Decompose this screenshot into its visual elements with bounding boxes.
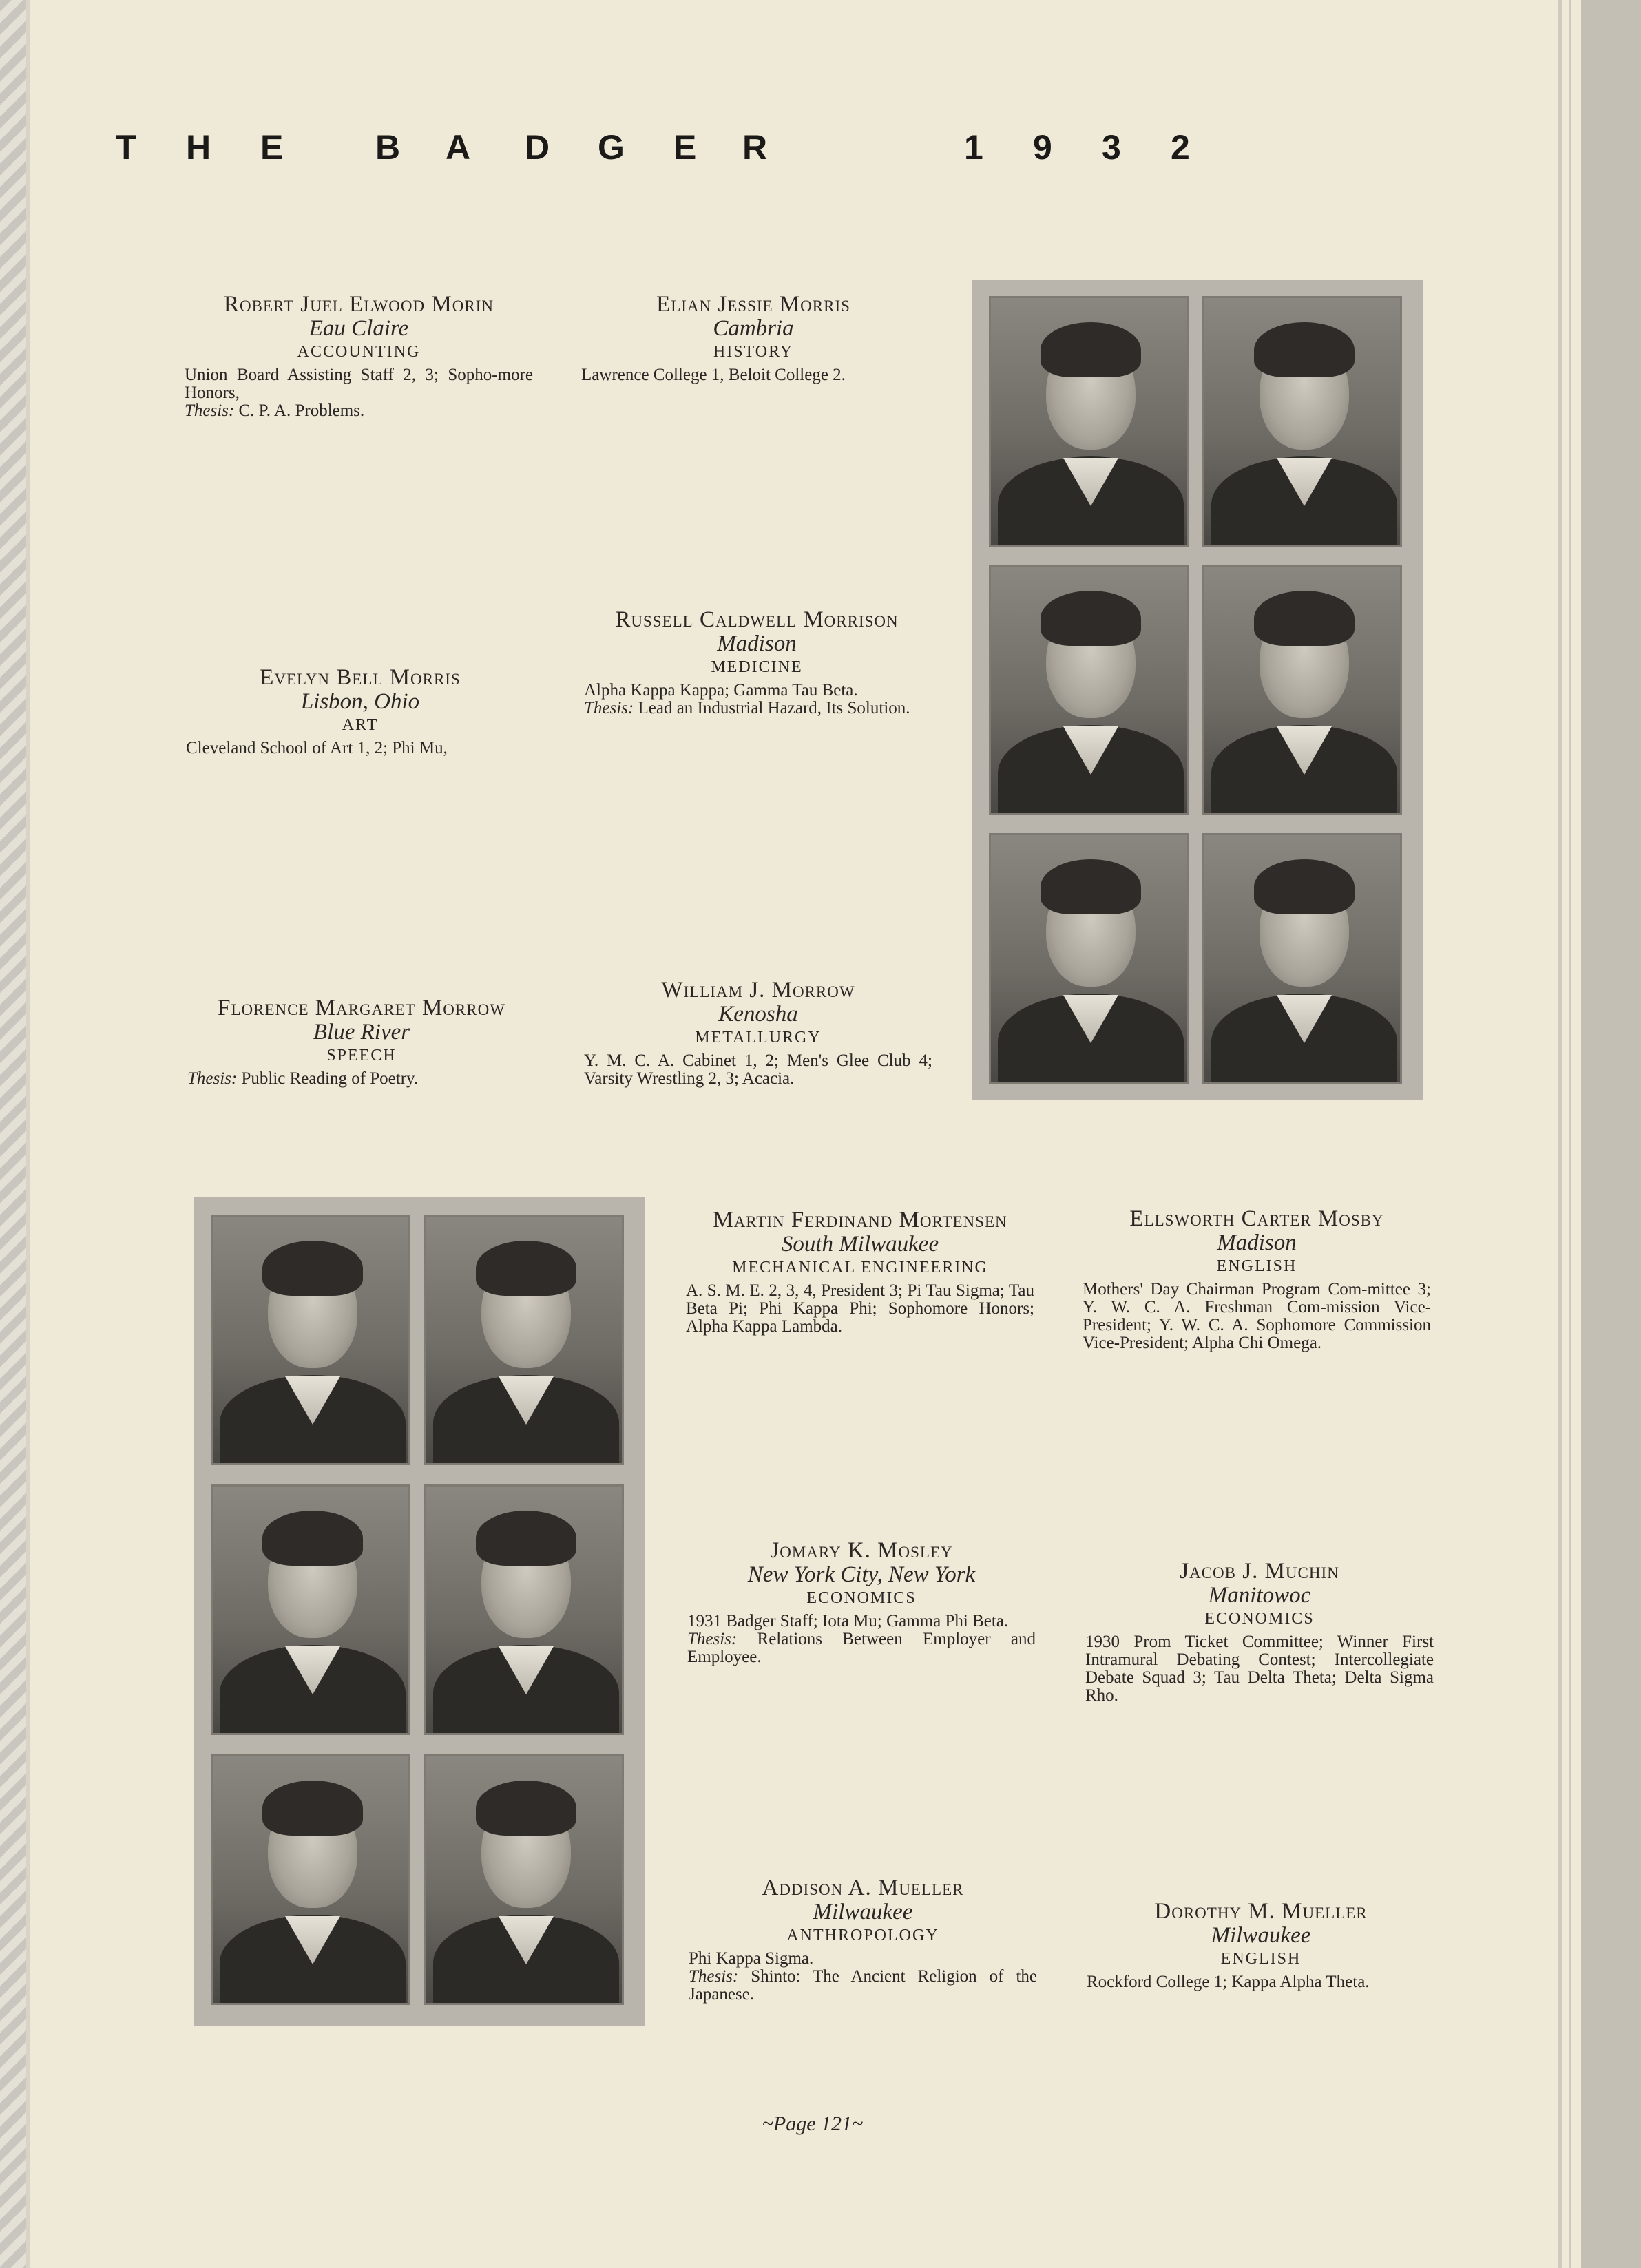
left-border-edge bbox=[26, 0, 30, 2268]
student-entry bbox=[686, 1208, 1034, 1336]
student-department: HISTORY bbox=[713, 343, 794, 361]
thesis-label: Thesis: bbox=[584, 699, 634, 717]
thesis-label: Thesis: bbox=[187, 1069, 238, 1088]
student-entry bbox=[584, 978, 932, 1088]
student-activities: Phi Kappa Sigma. bbox=[689, 1949, 814, 1968]
header-letter: A bbox=[446, 128, 471, 167]
student-name: Ellsworth Carter Mosby bbox=[1129, 1206, 1384, 1231]
header-letter: B bbox=[375, 128, 401, 167]
right-border-line bbox=[1558, 0, 1562, 2268]
student-entry bbox=[187, 996, 536, 1088]
header-year-digit: 3 bbox=[1102, 128, 1121, 167]
student-activities: Lawrence College 1, Beloit College 2. bbox=[581, 366, 846, 384]
student-entry bbox=[185, 292, 533, 420]
student-activities: Cleveland School of Art 1, 2; Phi Mu, bbox=[186, 739, 448, 757]
student-hometown: Madison bbox=[717, 631, 797, 656]
right-border-line bbox=[1569, 0, 1571, 2268]
thesis-title: Shinto: The Ancient Religion of the Japanese. bbox=[689, 1967, 1037, 2004]
student-department: MECHANICAL ENGINEERING bbox=[732, 1259, 988, 1277]
student-name: Elian Jessie Morris bbox=[656, 292, 850, 317]
student-name: Florence Margaret Morrow bbox=[218, 996, 505, 1020]
portrait-photo bbox=[989, 296, 1189, 547]
portrait-photo bbox=[1202, 833, 1402, 1084]
student-department: METALLURGY bbox=[695, 1029, 822, 1047]
portrait-photo bbox=[211, 1754, 410, 2005]
student-department: ECONOMICS bbox=[1204, 1610, 1315, 1628]
student-name: Jomary K. Mosley bbox=[770, 1538, 953, 1563]
header-year-digit: 9 bbox=[1033, 128, 1052, 167]
student-entry bbox=[584, 607, 930, 717]
header-letter: E bbox=[260, 128, 284, 167]
portrait-photo bbox=[211, 1484, 410, 1735]
thesis-label: Thesis: bbox=[687, 1630, 738, 1648]
thesis-title: Public Reading of Poetry. bbox=[241, 1069, 419, 1088]
header-letter: E bbox=[673, 128, 697, 167]
header-letter: G bbox=[598, 128, 625, 167]
student-hometown: Milwaukee bbox=[813, 1900, 913, 1924]
student-department: ANTHROPOLOGY bbox=[786, 1926, 939, 1944]
portrait-grid bbox=[972, 280, 1423, 1100]
student-entry bbox=[1087, 1899, 1435, 1991]
portrait-photo bbox=[989, 565, 1189, 815]
student-entry bbox=[687, 1538, 1036, 1666]
portrait-photo bbox=[989, 833, 1189, 1084]
student-department: ECONOMICS bbox=[806, 1589, 917, 1607]
portrait-grid bbox=[194, 1197, 645, 2026]
student-activities: A. S. M. E. 2, 3, 4, President 3; Pi Tau Sigma; Tau Beta Pi; Phi Kappa Phi; Sophomore Honors; Alpha Kappa Lambda. bbox=[686, 1281, 1034, 1336]
student-activities: 1930 Prom Ticket Committee; Winner First Intramural Debating Contest; Intercollegiate Debate Squad 3; Tau Delta Theta; Delta Sigma Rho. bbox=[1085, 1632, 1434, 1705]
student-entry bbox=[1085, 1559, 1434, 1705]
student-activities: 1931 Badger Staff; Iota Mu; Gamma Phi Beta. bbox=[687, 1612, 1009, 1630]
thesis-label: Thesis: bbox=[689, 1967, 739, 1986]
thesis-title: C. P. A. Problems. bbox=[238, 401, 365, 420]
student-department: ENGLISH bbox=[1216, 1257, 1297, 1275]
student-entry bbox=[1083, 1206, 1431, 1352]
thesis-label: Thesis: bbox=[185, 401, 235, 420]
student-hometown: Kenosha bbox=[718, 1002, 798, 1027]
student-name: Martin Ferdinand Mortensen bbox=[713, 1208, 1007, 1232]
student-name: Russell Caldwell Morrison bbox=[615, 607, 899, 632]
student-activities: Union Board Assisting Staff 2, 3; Sopho-more Honors, bbox=[185, 366, 533, 402]
header-letter: D bbox=[525, 128, 550, 167]
header-year-digit: 2 bbox=[1171, 128, 1190, 167]
portrait-photo bbox=[424, 1754, 624, 2005]
header-letter: R bbox=[742, 128, 768, 167]
portrait-photo bbox=[424, 1215, 624, 1465]
student-department: ART bbox=[342, 716, 379, 734]
student-hometown: Milwaukee bbox=[1211, 1923, 1311, 1948]
right-border-band bbox=[1581, 0, 1641, 2268]
student-department: ACCOUNTING bbox=[297, 343, 421, 361]
student-name: Dorothy M. Mueller bbox=[1154, 1899, 1368, 1924]
student-hometown: Eau Claire bbox=[309, 316, 409, 341]
student-entry bbox=[581, 292, 926, 384]
student-department: SPEECH bbox=[326, 1047, 397, 1064]
portrait-photo bbox=[211, 1215, 410, 1465]
header-year-digit: 1 bbox=[964, 128, 983, 167]
student-hometown: Madison bbox=[1217, 1230, 1297, 1255]
thesis-title: Relations Between Employer and Employee. bbox=[687, 1630, 1036, 1666]
student-activities: Y. M. C. A. Cabinet 1, 2; Men's Glee Club 4; Varsity Wrestling 2, 3; Acacia. bbox=[584, 1051, 932, 1088]
page-number: ~Page 121~ bbox=[762, 2112, 864, 2135]
student-name: Robert Juel Elwood Morin bbox=[224, 292, 494, 317]
left-border-pattern bbox=[0, 0, 29, 2268]
student-entry bbox=[186, 665, 534, 757]
student-name: Addison A. Mueller bbox=[762, 1876, 964, 1900]
student-name: William J. Morrow bbox=[661, 978, 855, 1002]
portrait-photo bbox=[1202, 296, 1402, 547]
student-hometown: Manitowoc bbox=[1208, 1583, 1311, 1608]
portrait-photo bbox=[1202, 565, 1402, 815]
student-activities: Rockford College 1; Kappa Alpha Theta. bbox=[1087, 1973, 1370, 1991]
header-letter: T bbox=[116, 128, 137, 167]
portrait-photo bbox=[424, 1484, 624, 1735]
student-name: Jacob J. Muchin bbox=[1180, 1559, 1339, 1584]
student-name: Evelyn Bell Morris bbox=[260, 665, 461, 690]
student-activities: Alpha Kappa Kappa; Gamma Tau Beta. bbox=[584, 681, 858, 700]
student-hometown: Lisbon, Ohio bbox=[300, 689, 420, 714]
header-letter: H bbox=[186, 128, 211, 167]
student-hometown: New York City, New York bbox=[747, 1562, 976, 1587]
student-entry bbox=[689, 1876, 1037, 2004]
thesis-title: Lead an Industrial Hazard, Its Solution. bbox=[638, 699, 910, 717]
page-header bbox=[110, 127, 1246, 176]
student-activities: Mothers' Day Chairman Program Com-mittee 3; Y. W. C. A. Freshman Com-mission Vice-President; Y. W. C. A. Sophomore Commission Vice-President; Alpha Chi Omega. bbox=[1083, 1280, 1431, 1352]
student-department: ENGLISH bbox=[1220, 1950, 1302, 1968]
student-department: MEDICINE bbox=[711, 658, 803, 676]
student-hometown: Cambria bbox=[713, 316, 794, 341]
student-hometown: South Milwaukee bbox=[781, 1232, 939, 1257]
student-hometown: Blue River bbox=[313, 1020, 410, 1044]
